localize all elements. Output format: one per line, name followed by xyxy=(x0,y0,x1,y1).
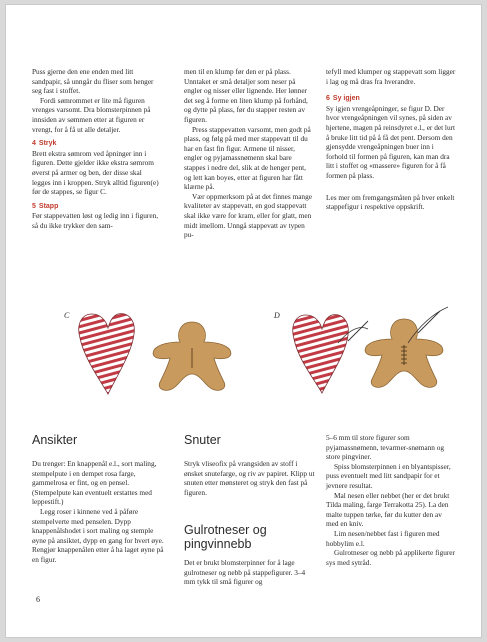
paragraph: 5–6 mm til store figurer som pyjamassnømenn, tevarmer-snømann og store pingviner. xyxy=(326,433,444,462)
step-5-text: Før stappevatten løst og ledig inn i figuren, så du ikke trykker den sam- xyxy=(32,211,159,230)
figure-label-c: C xyxy=(64,311,70,320)
paragraph: tefyll med klumper og stappevatt som ligger i lag og må dras fra hverandre. xyxy=(326,67,456,86)
paragraph: Du trenger: En knappenål e.l., sort maling, stempelpute i en dempet rosa farge, gammelrosa er fint, og en pensel. (Stempelpute kan eventuelt erstattes med leppestift.) xyxy=(32,459,157,507)
paragraph: Gulrotneser og nebb på applikerte figurer sys med sytråd. xyxy=(326,548,455,567)
step-title: Stapp xyxy=(38,202,59,210)
snuter-text xyxy=(184,459,316,497)
paragraph: men til en klump før den er på plass. Unntaket er små detaljer som neser på engler og nisser eller lignende. Her lønner det seg å forme en liten klump på forhånd, og dytte på plass, før du stapper resten av figuren. xyxy=(184,67,308,124)
step-number: 6 xyxy=(326,95,330,103)
paragraph: Lim nesen/nebbet fast i figuren med hobbylim e.l. xyxy=(326,528,440,548)
intro-paragraph: Puss gjerne den ene enden med litt sandpapir, så unngår du fliser som henger seg fast i stoffet. xyxy=(32,67,154,96)
column-2-top xyxy=(184,67,314,240)
step-6-text: Sy igjen vrengeåpninger, se figur D. Der hvor vrengeåpningen vil synes, på siden av hjertene, magen på reinsdyret e.l., er det lurt å bruke litt tid på å få det pent. Dersom den gjensydde vrengeåpningen buer inn i forhold til formen på figuren, kan man dra litt i stoffet og «massere» figuren for å få formen på plass. xyxy=(326,103,456,180)
needle-icon xyxy=(418,311,440,333)
figure-d-illustration xyxy=(288,303,468,393)
book-page xyxy=(6,5,481,637)
step-5-heading xyxy=(32,202,162,212)
paragraph: Vær oppmerksom på at det finnes mange kvaliteter av stappevatt, en god stappevatt skal ikke være for kram, eller for glatt, men midt imellom. Unngå stappevatt av typen pu- xyxy=(184,191,312,240)
figure-label-d: D xyxy=(274,311,280,320)
figure-c-illustration xyxy=(74,308,244,398)
step-number: 5 xyxy=(32,202,36,210)
section-title-ansikter: Ansikter xyxy=(32,433,78,447)
ansikter-text xyxy=(32,459,164,565)
column-3-bottom xyxy=(326,433,456,567)
section-title-snuter: Snuter xyxy=(184,433,221,447)
striped-heart-shape xyxy=(79,314,135,394)
step-4-heading xyxy=(32,139,162,149)
paragraph: Mal nesen eller nebbet (her er det brukt Tilda maling, farge Terrakotta 25). La den malte tuppen tørke, før du kutter den av med en kniv. xyxy=(326,490,450,529)
step-title: Sy igjen xyxy=(332,95,360,103)
section-title-gulrotneser: Gulrotneser og pingvinnebb xyxy=(184,523,267,551)
page-number: 6 xyxy=(36,595,40,604)
paragraph: Stryk vliseofix på vrangsiden av stoff i ønsket snutefarge, og riv av papiret. Klipp ut snuten etter mønsteret og stryk den fast på figuren. xyxy=(184,459,315,497)
gulrotneser-text xyxy=(184,558,316,587)
step-4-text: Brett ekstra sømrom ved åpninger inn i figuren. Dette gjelder ikke ekstra sømrom øverst på armer og ben, der disse skal legges inn i kroppen. Stryk alltid figuren(e) før de stappes, se figur C. xyxy=(32,148,159,197)
paragraph: Spiss blomsterpinnen i en blyantspisser, puss eventuelt med litt sandpapir for et jevnere resultat. xyxy=(326,461,451,490)
striped-heart-shape xyxy=(293,315,349,393)
column-1-top xyxy=(32,67,162,231)
paragraph: Les mer om fremgangsmåten på hver enkelt stappefigur i respektive oppskrift. xyxy=(326,192,455,212)
paragraph: Det er brukt blomsterpinner for å lage gulrotneser og nebb på stappefigurer. 3–4 mm tykk til små figurer og xyxy=(184,558,306,587)
paragraph: Press stappevatten varsomt, men godt på plass, og følg på med mer stappevatt til du har en fast fin figur. Armene til nisser, engler og pyjamassnømenn skal bare stappes i nedre del, slik at de henger pent, og lett kan boyes, etter at figuren har fått klærne på. xyxy=(184,124,311,192)
step-number: 4 xyxy=(32,140,36,148)
paragraph: Fordi sømrommet er lite må figuren vrenges varsomt. Dra blomsterpinnen på innsiden av sømmen etter at figuren er vrengt, for å få ut alle detaljer. xyxy=(32,95,151,134)
step-title: Stryk xyxy=(38,140,57,148)
paragraph: Legg roser i kinnene ved å påføre stempelverte med penselen. Dypp knappenålshodet i sort maling og stemple øyne på ansiktet, dypp en gang for hvert øye. Rengjør knappenålen etter å ha laget øyne på en figur. xyxy=(32,506,164,564)
step-6-heading xyxy=(326,94,456,104)
column-3-top xyxy=(326,67,456,212)
